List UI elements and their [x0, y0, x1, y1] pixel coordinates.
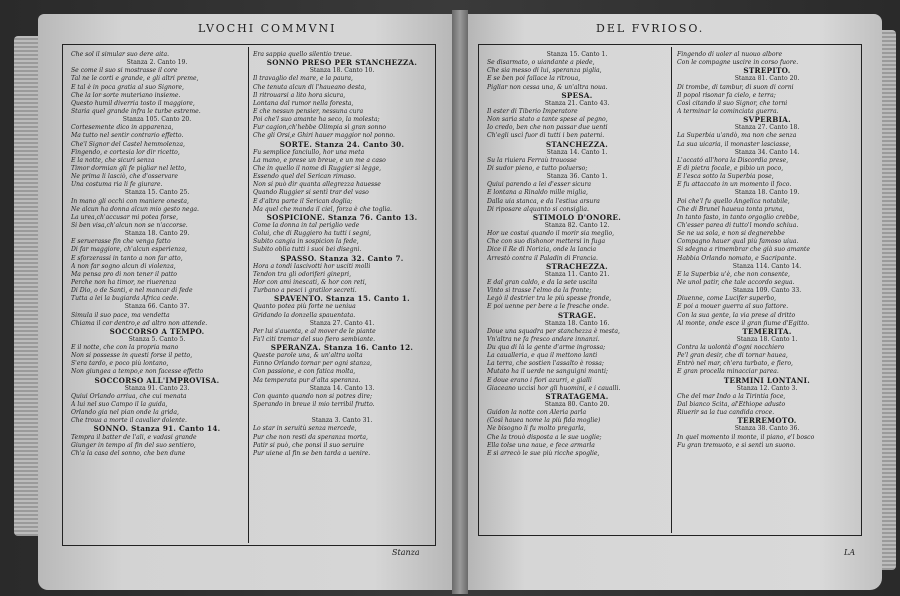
section-heading: STRACHEZZA.	[546, 261, 608, 271]
verse-line: In tanto fasto, in tanto orgoglio crebbe,	[677, 213, 800, 221]
verse-line: Ch'esser parea di tutto'l mondo schiua.	[677, 221, 799, 229]
verse-line: Il ritrouarsi a lito hora sicura,	[253, 91, 346, 99]
verse-line: Fur cagion,ch'hebbe Olimpia sì gran sonno	[253, 124, 387, 132]
section-heading: STANCHEZZA.	[545, 139, 609, 149]
verse-line: Fingendo di uoler al nuouo albore	[677, 51, 783, 58]
verse-line: E poi uenne per bere a le fresche onde.	[487, 303, 609, 311]
verse-line: Colui, che di Ruggiero ha tutti i segni,	[253, 230, 372, 238]
stanza-reference: Stanza 14. Canto 13.	[309, 384, 375, 392]
verse-line: Quiui parendo a lei d'esser sicura	[487, 181, 592, 189]
left-running-head: LVOCHI COMMVNI	[198, 22, 337, 35]
verse-line: Fingendo, e cortesia lor dir ricetto,	[71, 148, 180, 156]
verse-line: E poi a mouer guerra al suo fattore.	[677, 303, 789, 311]
verse-line: Questo humil diverria tosto il maggiore,	[71, 99, 195, 107]
verse-line: Con passione, e con fatica molta,	[253, 368, 356, 376]
verse-line: E che nessun pensier, nessuna cura	[253, 107, 364, 115]
verse-line: E si arrecò le sue più ricche spoglie,	[487, 449, 600, 457]
verse-line: Pur uiene al fin se ben tarda a uenire.	[253, 449, 371, 457]
verse-line: Ch'egli uscì fuor di tutti i ben paterni.	[487, 132, 605, 140]
verse-line: E lontana a Rinaldo mille miglia,	[487, 189, 588, 197]
verse-line: Di sudor pieno, e tutto poluerso;	[487, 164, 588, 172]
section-heading: SPERANZA. Stanza 16. Canto 12.	[270, 343, 414, 353]
verse-line: Poi che'l fu quello Angelica notabile,	[677, 197, 790, 205]
stanza-reference: Stanza 36. Canto 1.	[546, 173, 608, 181]
verse-line: Ma tutto nel sentir contrario effetto.	[71, 132, 184, 140]
stanza-reference: Stanza 105. Canto 20.	[122, 116, 192, 124]
verse-line: Turbano a pesci i gratilor secreti.	[253, 287, 357, 295]
verse-line	[253, 409, 431, 417]
verse-line: Ma quel che manda il ciel, forza è che toglia.	[253, 205, 392, 213]
section-heading: SOSPICIONE. Stanza 76. Canto 13.	[266, 212, 418, 222]
verse-line: E fu attaccato in un momento il foco.	[677, 181, 792, 189]
verse-line: Che in quello il nome di Ruggier si legge,	[253, 164, 382, 172]
verse-line: Pe'l gran desir, che di tornar hauea,	[677, 352, 788, 360]
verse-line: Patir si può, che ponsi il suo seruire	[253, 441, 365, 449]
verse-line: Di riposare alquanto si consiglia.	[487, 205, 589, 213]
verse-line: Non saria stato a tante spese al pegno,	[487, 116, 608, 124]
stanza-reference: Stanza 114. Canto 14.	[732, 262, 802, 270]
stanza-reference: Stanza 27. Canto 41.	[309, 319, 375, 327]
verse-line: Si sdegna a rimembrar che già suo amante	[677, 246, 810, 254]
verse-line: Non si può dir quanta allegrezza hauesse	[253, 181, 381, 189]
verse-line: Essendo quel del Serican rimaso.	[253, 173, 356, 181]
verse-line: Legò il destrier tra le più spesse fronde,	[487, 295, 612, 303]
section-heading: SVPERBIA.	[743, 115, 791, 125]
verse-line: La caualleria, e qua il mettono lanti	[487, 352, 598, 360]
section-heading: SPAVENTO. Stanza 15. Canto 1.	[273, 294, 410, 304]
verse-line: Fu semplice fanciullo, hor una meta	[253, 148, 365, 156]
section-heading: SOCCORSO A TEMPO.	[109, 326, 205, 336]
verse-line: Che sia messo di lui, speranza piglia,	[487, 67, 602, 75]
section-heading: STRAGE.	[557, 310, 597, 320]
verse-line: Staria quel grande infra le turbe estreme.	[71, 107, 201, 115]
verse-line: Diuenne, come Lucifer superbo,	[677, 295, 777, 303]
verse-line: Che con suo dishonor mettersi in fuga	[487, 238, 606, 246]
verse-line: Una costuma ria li fe giurare.	[71, 181, 163, 189]
verse-line: E doue erano i fiori azurri, e gialli	[487, 376, 592, 384]
stanza-reference: Stanza 81. Canto 20.	[734, 75, 800, 83]
verse-line: Giunger in tempo al fin del suo sentiero,	[71, 441, 196, 449]
verse-line: Non si possesse in questi forse il petto,	[71, 352, 193, 360]
verse-line: Quanto potea più forte ne ueniua	[253, 303, 356, 311]
section-heading: SOCCORSO ALL'IMPROVISA.	[94, 375, 220, 385]
stanza-reference: Stanza 18. Canto 10.	[309, 67, 375, 75]
verse-line: Arrestò contra il Paladin di Francia.	[487, 254, 598, 262]
verse-line: E di pietra focale, e pibio un poco,	[677, 164, 784, 172]
section-heading: SORTE. Stanza 24. Canto 30.	[279, 139, 405, 149]
verse-line: E gran procella minacciar parea.	[677, 368, 779, 376]
verse-line: Che del mar Indo a la Tirintia foce,	[677, 392, 786, 400]
stanza-reference: Stanza 2. Canto 19.	[126, 59, 188, 67]
verse-line: Dal bianco Scita, al'Ethiope adusto	[677, 401, 786, 409]
stanza-reference: Stanza 15. Canto 25.	[124, 189, 190, 197]
section-heading: TEMERITA.	[742, 326, 792, 336]
verse-line: Come la donna in tal periglio vede	[253, 221, 360, 229]
verse-line: Fa'l citi tremar del suo fiero sembiante.	[253, 335, 376, 343]
verse-line: Di Dio, o de Santi, e nel mancar di fede	[71, 287, 193, 295]
verse-line: Ch'a la casa del sonno, che ben dune	[71, 449, 186, 457]
verse-line: Ma pensa pro di non tener il patto	[71, 270, 177, 278]
verse-line: Io credo, ben che non passar due uenti	[487, 124, 608, 132]
verse-line: Hor con ami inescati, & hor con reti,	[253, 278, 367, 286]
verse-line: Riuerir sa la tua candida croce.	[677, 409, 775, 417]
verse-line: Guidon la notte con Aleria parla	[487, 409, 587, 417]
verse-line: E la notte, che sicuri senza	[71, 156, 155, 164]
section-heading: SPESA.	[561, 90, 593, 100]
verse-line: Ne prima li lasciò, che d'osservare	[71, 173, 178, 181]
right-column-2	[677, 51, 857, 450]
verse-line: E sforzerassi in tanto a non far atto,	[71, 254, 183, 262]
stanza-reference: Stanza 3. Canto 31.	[311, 417, 373, 425]
verse-line: In quel momento il monte, il piano, e'l bosco	[677, 433, 815, 441]
verse-line: E l'esca sotto la Superbia pose,	[677, 173, 774, 181]
verse-line: Subito oblia tutti i suoi bei disegni.	[253, 246, 362, 254]
verse-line: Con quanto quando non si potres dire;	[253, 392, 373, 400]
verse-line: Ne alcun ha donna alcun mio gesto nega.	[71, 205, 199, 213]
verse-line: Si ben visa,ch'alcun non se n'accorse.	[71, 221, 188, 229]
verse-line: Du qua di là la gente d'arme ingrossa;	[487, 344, 606, 352]
verse-line: Ma temperata pur d'alta speranza.	[253, 376, 361, 384]
verse-line: Hor ue costui quando il morir sia meglio,	[487, 230, 615, 238]
stanza-reference: Stanza 21. Canto 43.	[544, 99, 610, 107]
verse-line: La terra, che sostien l'assalto è rossa;	[487, 360, 604, 368]
verse-line: Di far maggiore, ch'alcun esperienza,	[71, 246, 187, 254]
verse-line: La mano, e prese un breue, e un me a caso	[253, 156, 386, 164]
verse-line: Habbia Orlando nomato, e Sacripante.	[677, 254, 797, 262]
verse-line: Il travaglio del mare, e la paura,	[253, 75, 353, 83]
verse-line: E la Superbia u'è, che non consente,	[677, 270, 790, 278]
verse-line: Ne bisogno li fu molto pregarla,	[487, 425, 586, 433]
verse-line: Il ester di Tiberio Imperatore	[487, 107, 578, 115]
verse-line: Non giungea a tempo,e non facesse effetto	[71, 368, 204, 376]
verse-line: In mano gli occhi con maniere onesta,	[71, 197, 189, 205]
verse-line: Fanno Orlando tornar per ogni stanza,	[253, 360, 372, 368]
verse-line: Per lui s'auenta, e al mover de le piante	[253, 327, 376, 335]
section-heading: STIMOLO D'ONORE.	[532, 212, 622, 222]
verse-line: (Così hauea nome la più fida moglie)	[487, 417, 601, 425]
verse-line: E seruerasse fin che venga fatto	[71, 238, 171, 246]
stanza-reference: Stanza 15. Canto 1.	[546, 51, 608, 58]
verse-line: Vn'altra ne fa fresco andare innanzi.	[487, 335, 600, 343]
verse-line: E tal è in poca gratia al suo Signore,	[71, 83, 184, 91]
verse-line: Giaceano uccisi hor gli huomini, e i caualli.	[487, 384, 621, 392]
stanza-reference: Stanza 18. Canto 19.	[734, 189, 800, 197]
verse-line: Tempra il batter de l'ali, e vadasi grande	[71, 433, 197, 441]
verse-line: Contra la uolontà d'ogni nocchiero	[677, 344, 785, 352]
verse-line: Poi che'l suo amante ha seco, la molesta;	[253, 116, 380, 124]
stanza-reference: Stanza 18. Canto 16.	[544, 319, 610, 327]
verse-line: A terminar la cominciata guerra.	[677, 107, 779, 115]
verse-line: Se disarmato, o uiandante a piede,	[487, 59, 595, 67]
verse-line: E se ben poi fallace la ritroua,	[487, 75, 581, 83]
verse-line: Se ne ua sola, e non si degnerebbe	[677, 230, 785, 238]
stanza-reference: Stanza 80. Canto 20.	[544, 401, 610, 409]
left-page-edges	[14, 36, 38, 536]
verse-line: Sperando in breue il mio terribil frutto.	[253, 401, 375, 409]
stanza-reference: Stanza 11. Canto 21.	[544, 270, 610, 278]
left-column-2	[253, 51, 431, 458]
section-heading: SONNO PRESO PER STANCHEZZA.	[266, 58, 418, 68]
stanza-reference: Stanza 18. Canto 29.	[124, 230, 190, 238]
verse-line: Fu gran tremuoto, e si sentì un suono.	[677, 441, 796, 449]
stanza-reference: Stanza 38. Canto 36.	[734, 425, 800, 433]
right-column-1	[487, 51, 667, 458]
verse-line: Che la lor sorte muteriano insieme.	[71, 91, 181, 99]
left-text-frame	[62, 44, 436, 546]
verse-line: Entrò nel mar, ch'era turbato, e fiero,	[677, 360, 793, 368]
verse-line: Perche non ha timor, ne riuerenza	[71, 278, 177, 286]
verse-line: Tendon tra gli odoriferi ginepri,	[253, 270, 352, 278]
verse-line: Dice il Re di Norizia, onde la lancia	[487, 246, 597, 254]
verse-line: Orlando gia nel pian onde la grida,	[71, 409, 179, 417]
section-heading: SPASSO. Stanza 32. Canto 7.	[280, 253, 404, 263]
verse-line: L'accató all'hora la Discordia prese,	[677, 156, 789, 164]
verse-line: S'era tardo, e poco più lontano,	[71, 360, 169, 368]
verse-line: La sua uicaria, il monaster lasciasse,	[677, 140, 791, 148]
verse-line: Ella tolse una naue, e fece armarla	[487, 441, 595, 449]
left-column-1	[71, 51, 243, 458]
section-heading: STREPITO.	[743, 66, 791, 76]
verse-line: Gridando la donzella spauentata.	[253, 311, 356, 319]
stanza-reference: Stanza 12. Canto 3.	[736, 384, 798, 392]
verse-line: Tal ne le corti e grande, e gli altri preme,	[71, 75, 199, 83]
verse-line: Vinto si trasse l'elmo da la fronte;	[487, 287, 592, 295]
verse-line: Al monte, onde esce il gran fiume d'Egitto.	[677, 319, 810, 327]
verse-line: E il notte, che con la propria mano	[71, 344, 179, 352]
right-catchword: LA	[844, 548, 856, 557]
verse-line: Che'l Signor del Castel hemmolenza,	[71, 140, 185, 148]
right-column-rule	[671, 47, 672, 533]
stanza-reference: Stanza 5. Canto 5.	[128, 335, 186, 343]
verse-line: Doue una squadra per stanchezza è mesta,	[487, 327, 620, 335]
stanza-reference: Stanza 91. Canto 23.	[124, 384, 190, 392]
verse-line: Tutta a lei la bugiarda Africa cede.	[71, 295, 179, 303]
verse-line: Che gli Orsi,e Ghiri hauer maggior nol ponno.	[253, 132, 395, 140]
verse-line: Quando Ruggier si sentì trar del vaso	[253, 189, 369, 197]
verse-line: Il popol risonar fa cielo, e terra;	[677, 91, 776, 99]
verse-line: Timor dormian gli fe pigliar nel letto,	[71, 164, 187, 172]
verse-line: Subito cangia in sospicion la fede,	[253, 238, 359, 246]
left-column-rule	[248, 47, 249, 543]
verse-line: Che la trouò disposta a le sue uoglie;	[487, 433, 602, 441]
verse-line: E d'altra parte il Serican doglia;	[253, 197, 353, 205]
verse-line: Che tenuta alcun di l'haueano desta,	[253, 83, 367, 91]
verse-line: Era sappia quello silentio treue.	[253, 51, 352, 58]
verse-line: Che di Brunel haueua tonta pruna,	[677, 205, 785, 213]
verse-line: Con la sua gente, la via prese al dritto	[677, 311, 796, 319]
verse-line: Lontana dal rumor nella foresta,	[253, 99, 354, 107]
verse-line: Pigliar non cessa una, & un'altra noua.	[487, 83, 608, 91]
stanza-reference: Stanza 34. Canto 14.	[734, 148, 800, 156]
verse-line: Simula il suo pace, ma vendetta	[71, 311, 170, 319]
verse-line: Hora a tondi lascivotti hor usciti molli	[253, 262, 371, 270]
verse-line: Quiui Orlando arriua, che cui menata	[71, 392, 187, 400]
section-heading: TERREMOTO.	[737, 416, 797, 426]
verse-line: La urea,ch'accusar mi potea forse,	[71, 213, 179, 221]
stanza-reference: Stanza 14. Canto 1.	[546, 148, 608, 156]
stanza-reference: Stanza 27. Canto 18.	[734, 124, 800, 132]
verse-line: A non far sogno alcun di violenza,	[71, 262, 176, 270]
verse-line: Cortesemente dico in apparenza,	[71, 124, 174, 132]
verse-line: Ne unol patir, che tale accordo segua.	[677, 278, 795, 286]
stanza-reference: Stanza 82. Canto 12.	[544, 221, 610, 229]
stanza-reference: Stanza 109. Canto 33.	[732, 287, 802, 295]
verse-line: Chiama il cor dentro,e ad altro non attende.	[71, 319, 208, 327]
verse-line: La Superbia u'andò, ma non che senza	[677, 132, 797, 140]
verse-line: Compagno hauer qual più famoso uiua.	[677, 238, 799, 246]
left-catchword: Stanza	[392, 548, 420, 557]
verse-line: Dalla uia stanca, e da l'estiua arsura	[487, 197, 600, 205]
verse-line: Così citando il suo Signor, che torni	[677, 99, 788, 107]
verse-line: A lui nel suo Campo il la guida,	[71, 401, 168, 409]
verse-line: Pur che non resti da speranza morta,	[253, 433, 368, 441]
section-heading: TERMINI LONTANI.	[723, 375, 811, 385]
verse-line: Se come il suo si mostrasse il core	[71, 67, 178, 75]
section-heading: SONNO. Stanza 91. Canto 14.	[93, 424, 221, 434]
stanza-reference: Stanza 66. Canto 37.	[124, 303, 190, 311]
right-text-frame	[478, 44, 862, 536]
right-page-edges	[880, 30, 896, 570]
right-running-head: DEL FVRIOSO.	[596, 22, 705, 35]
verse-line: Che troua a morte il cavalier dolente.	[71, 417, 187, 425]
verse-line: Mutato ha il uerde ne sanguigni manti;	[487, 368, 608, 376]
verse-line: Su la riuiera Ferraù trouosse	[487, 156, 577, 164]
verse-line: Che sol il simular suo dere aita.	[71, 51, 170, 58]
section-heading: STRATAGEMA.	[545, 391, 609, 401]
stanza-reference: Stanza 18. Canto 1.	[736, 335, 798, 343]
book-gutter	[452, 10, 468, 594]
verse-line: Di trombe, di tambur, di suon di corni	[677, 83, 794, 91]
verse-line: Queste parole una, & un'altra uolta	[253, 352, 363, 360]
verse-line: Con le compagne uscire in corso fuore.	[677, 59, 799, 67]
verse-line: Lo star in seruitù senza mercede,	[253, 425, 357, 433]
verse-line: E dal gran caldo, e da la sete uscita	[487, 278, 598, 286]
